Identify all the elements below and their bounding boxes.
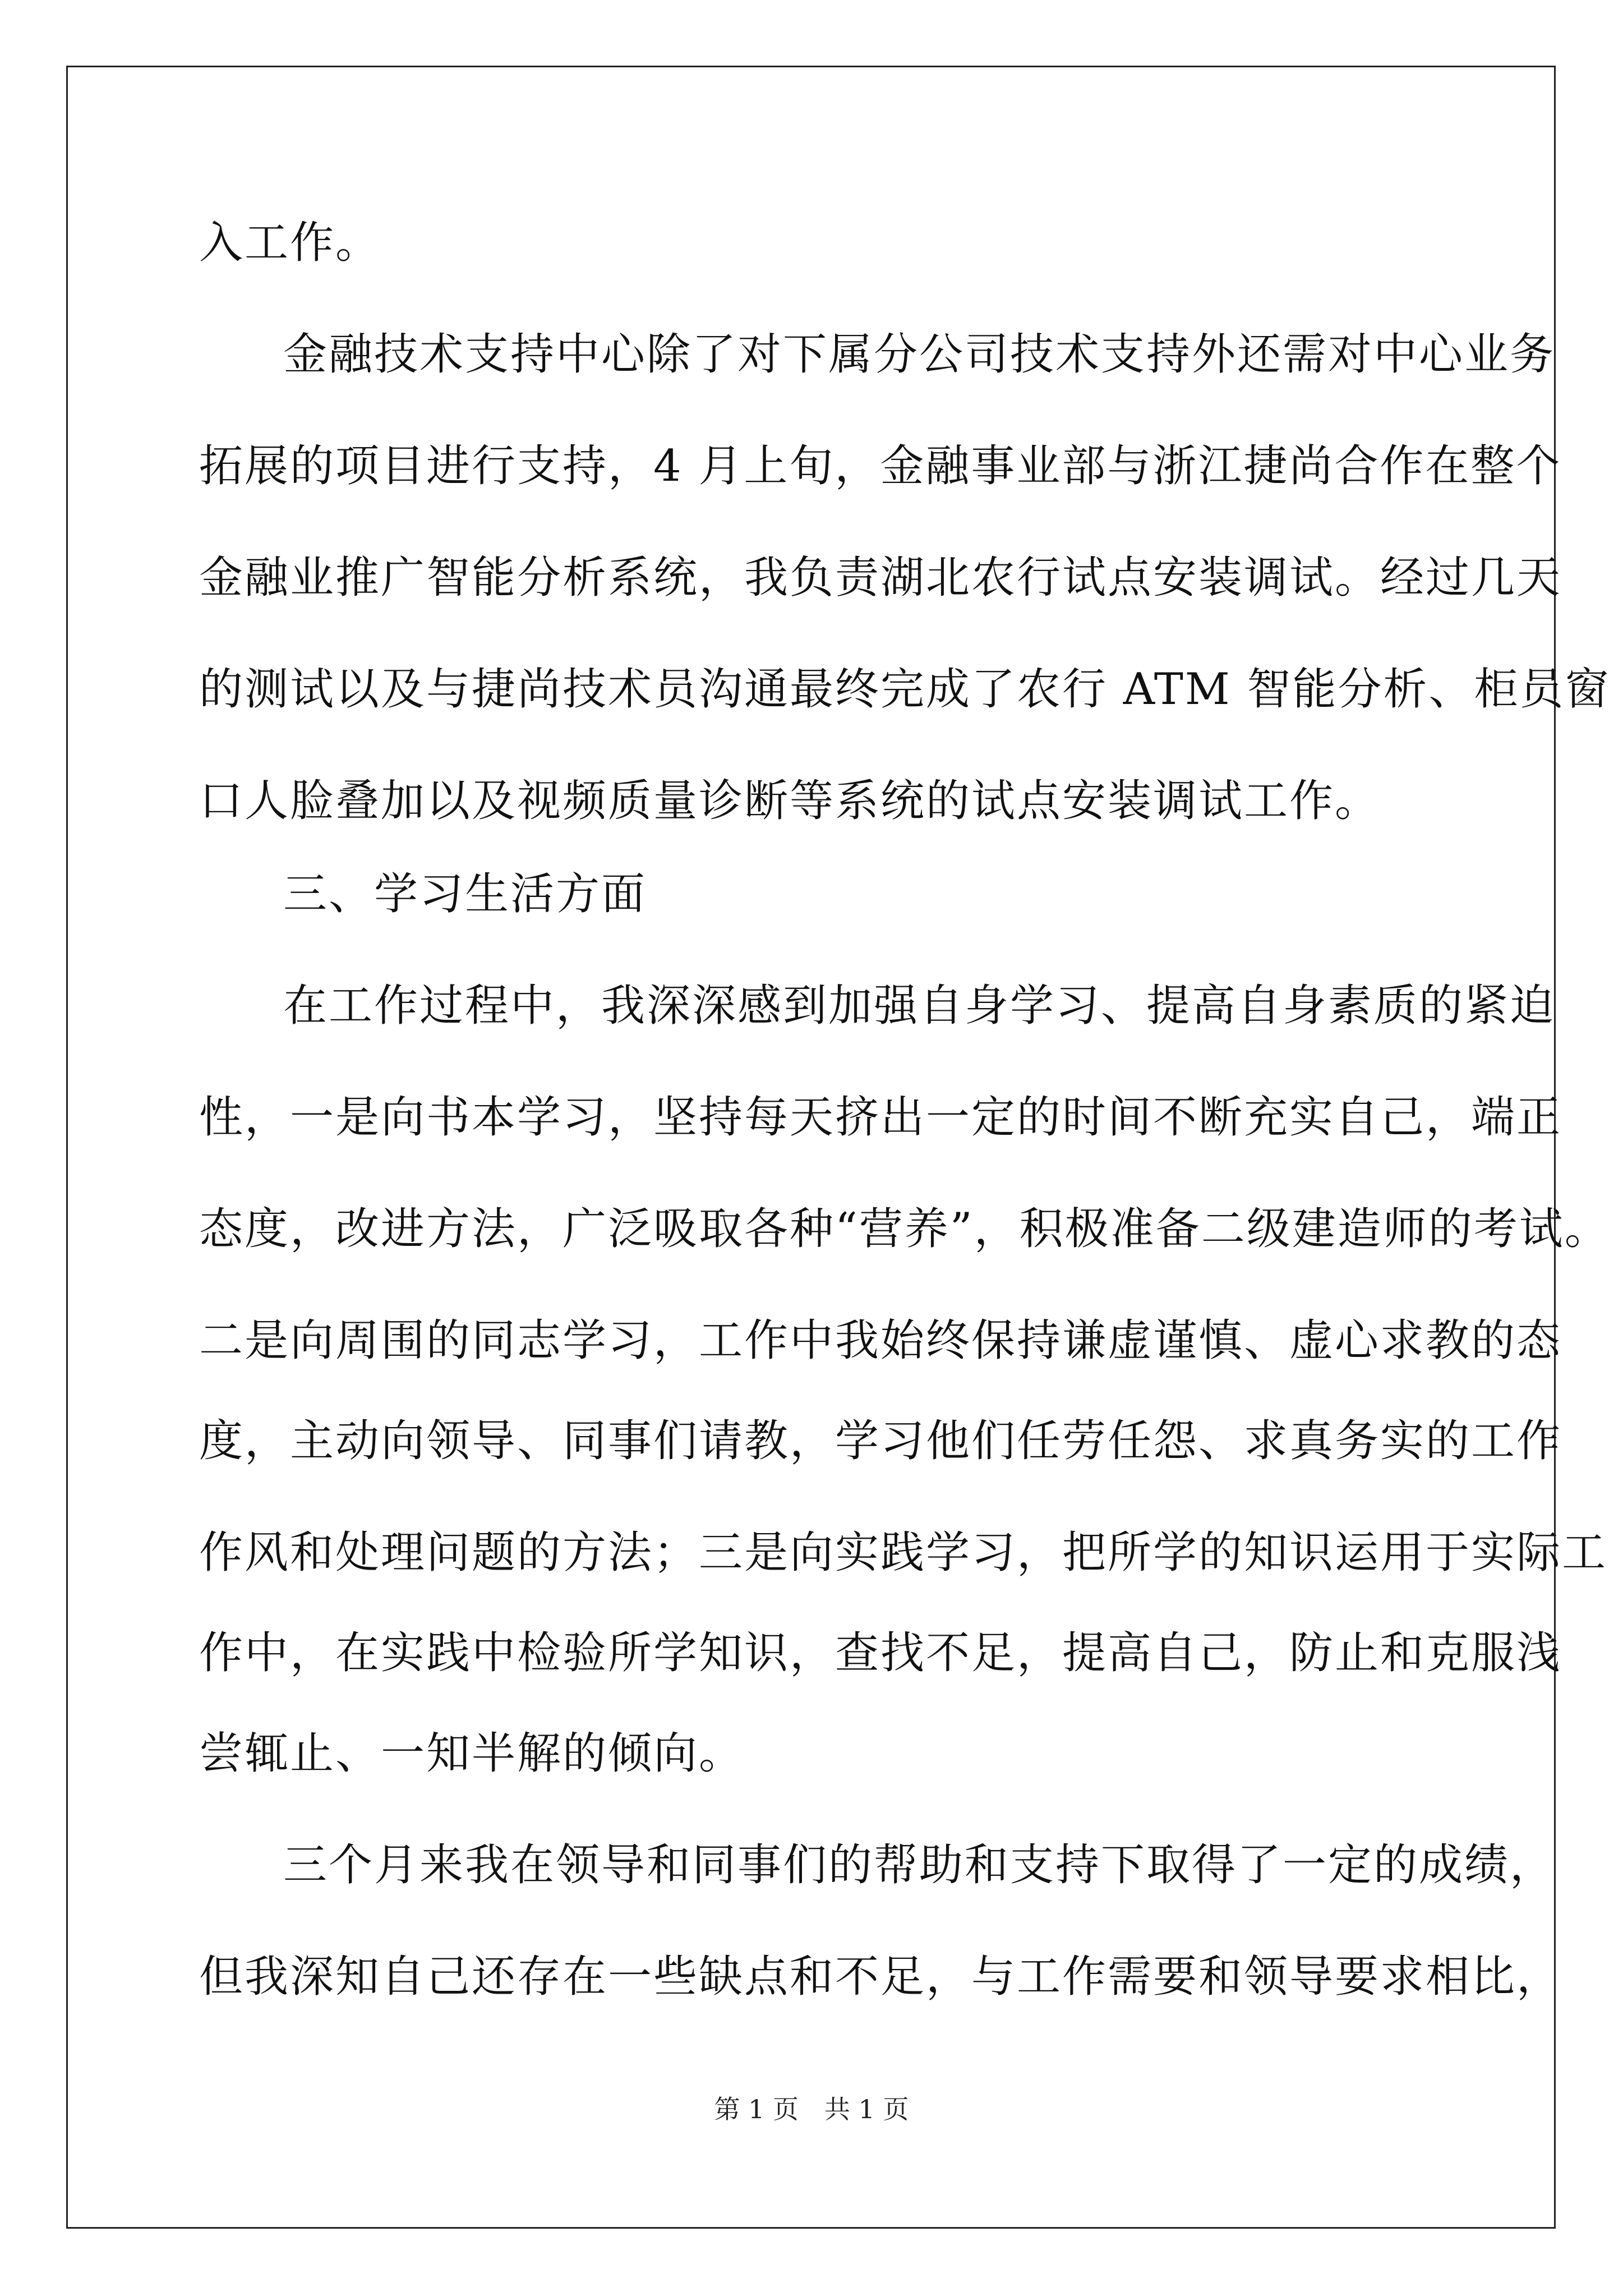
paragraph-line: 在工作过程中，我深深感到加强自身学习、提高自身素质的紧迫: [283, 981, 1556, 1031]
paragraph-line: 尝辄止、一知半解的倾向。: [199, 1728, 745, 1779]
paragraph-line: 态度，改进方法，广泛吸取各种“营养”，积极准备二级建造师的考试。: [199, 1204, 1610, 1254]
page-number-footer: 第 1 页 共 1 页: [714, 2094, 909, 2124]
paragraph-line: 作风和处理问题的方法；三是向实践学习，把所学的知识运用于实际工: [199, 1527, 1608, 1578]
page-border: [66, 66, 1611, 2229]
section-heading: 三、学习生活方面: [283, 869, 647, 919]
paragraph-line: 但我深知自己还存在一些缺点和不足，与工作需要和领导要求相比，: [199, 1952, 1562, 2002]
paragraph-line: 入工作。: [199, 218, 381, 268]
paragraph-line: 作中，在实践中检验所学知识，查找不足，提高自己，防止和克服浅: [199, 1628, 1562, 1678]
paragraph-line: 性，一是向书本学习，坚持每天挤出一定的时间不断充实自己，端正: [199, 1092, 1562, 1143]
paragraph-line: 金融业推广智能分析系统，我负责湖北农行试点安装调试。经过几天: [199, 553, 1562, 603]
paragraph-line: 二是向周围的同志学习，工作中我始终保持谦虚谨慎、虚心求教的态: [199, 1315, 1562, 1366]
paragraph-line: 的测试以及与捷尚技术员沟通最终完成了农行 ATM 智能分析、柜员窗: [199, 664, 1611, 715]
paragraph-line: 三个月来我在领导和同事们的帮助和支持下取得了一定的成绩，: [283, 1840, 1556, 1890]
paragraph-line: 口人脸叠加以及视频质量诊断等系统的试点安装调试工作。: [199, 776, 1381, 826]
paragraph-line: 拓展的项目进行支持，4 月上旬，金融事业部与浙江捷尚合作在整个: [199, 441, 1562, 491]
paragraph-line: 金融技术支持中心除了对下属分公司技术支持外还需对中心业务: [283, 329, 1556, 380]
paragraph-line: 度，主动向领导、同事们请教，学习他们任劳任怨、求真务实的工作: [199, 1416, 1562, 1466]
